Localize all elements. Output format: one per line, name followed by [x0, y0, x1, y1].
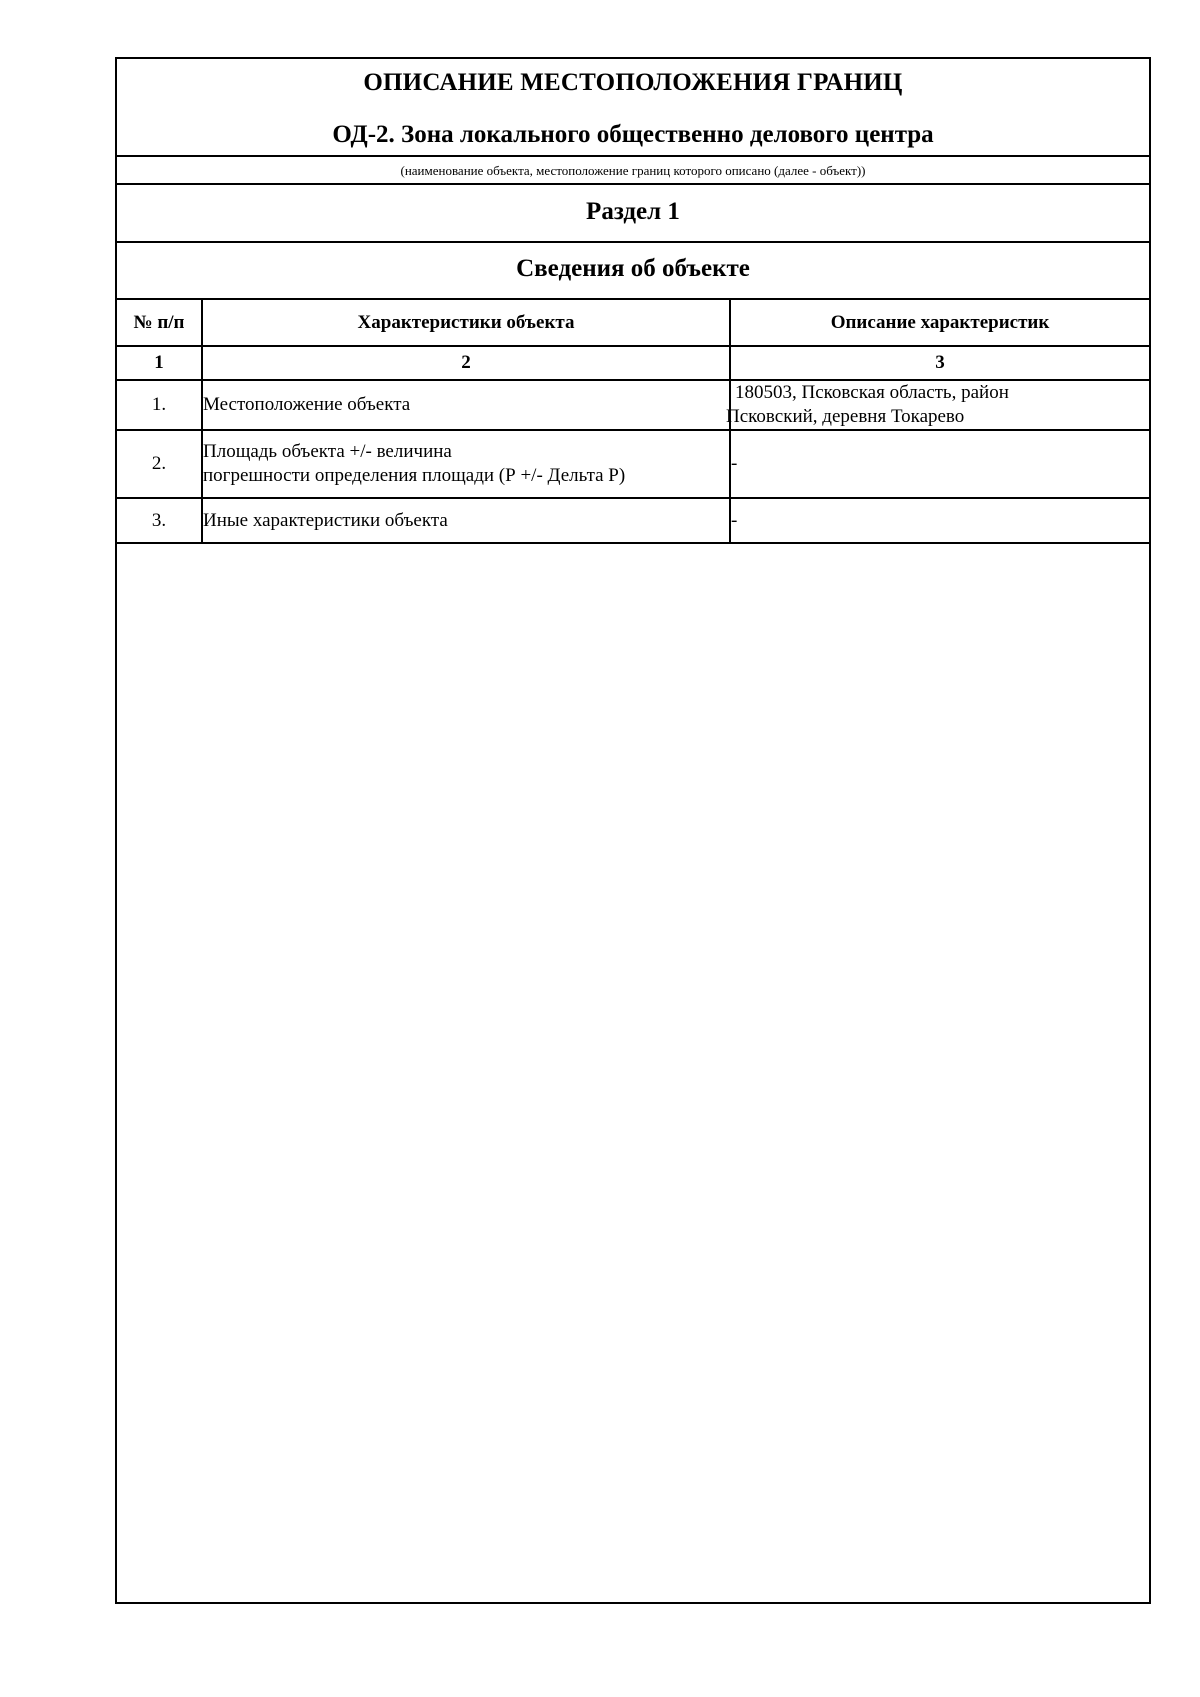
row-index: 2. — [117, 430, 202, 498]
section-block — [117, 185, 1149, 243]
row-index: 1. — [117, 380, 202, 430]
row-description — [726, 380, 1149, 430]
info-block — [117, 243, 1149, 300]
row-index: 3. — [117, 498, 202, 543]
column-number: 1 — [117, 346, 202, 380]
description-line: Псковский, деревня Токарево — [726, 406, 965, 427]
row-characteristic: Местоположение объекта — [202, 380, 730, 430]
object-name: ОД-2. Зона локального общественно делового центра — [332, 121, 934, 148]
table-row — [117, 498, 1149, 543]
column-number-row — [117, 346, 1149, 380]
header-description: Описание характеристик — [730, 300, 1149, 346]
section-heading: Раздел 1 — [586, 198, 680, 225]
row-characteristic: Иные характеристики объекта — [202, 498, 730, 543]
column-number: 2 — [202, 346, 730, 380]
row-description: - — [730, 430, 1149, 498]
characteristic-line: Площадь объекта +/- величина — [203, 441, 452, 462]
column-number: 3 — [730, 346, 1149, 380]
row-characteristic — [202, 430, 730, 498]
caption-block — [117, 157, 1149, 185]
header-index: № п/п — [117, 300, 202, 346]
document-title: ОПИСАНИЕ МЕСТОПОЛОЖЕНИЯ ГРАНИЦ — [363, 69, 903, 96]
title-block — [117, 59, 1149, 157]
characteristic-line: погрешности определения площади (Р +/- Дельта Р) — [203, 465, 626, 486]
table-row — [117, 380, 1149, 430]
section-subheading: Сведения об объекте — [516, 255, 750, 282]
table-row — [117, 430, 1149, 498]
table-header-row — [117, 300, 1149, 346]
object-caption: (наименование объекта, местоположение границ которого описано (далее - объект)) — [400, 163, 866, 178]
object-properties-table — [117, 300, 1149, 544]
document-frame — [115, 57, 1151, 1604]
header-characteristic: Характеристики объекта — [202, 300, 730, 346]
row-description: - — [730, 498, 1149, 543]
description-line: 180503, Псковская область, район — [735, 382, 1009, 403]
